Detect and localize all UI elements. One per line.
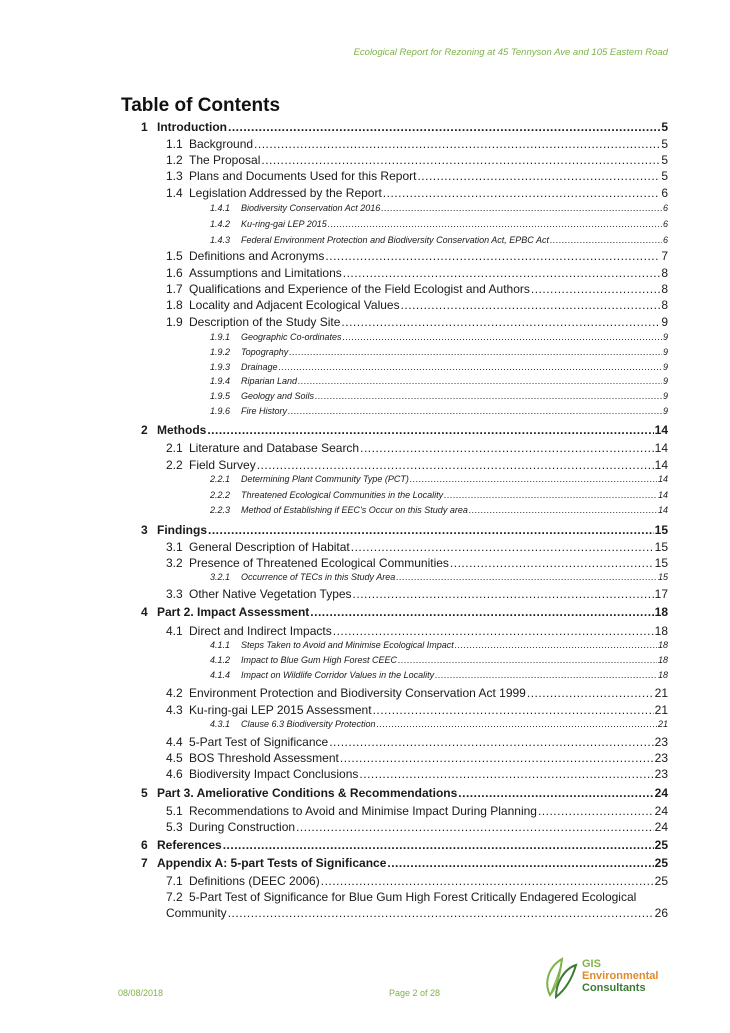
toc-entry[interactable] <box>166 624 668 638</box>
toc-entry-number: 1.9.2 <box>210 347 231 357</box>
toc-entry-number: 1.9.1 <box>210 332 231 342</box>
toc-entry-title: Definitions (DEEC 2006) <box>189 874 320 888</box>
toc-entry[interactable] <box>210 719 668 729</box>
toc-entry-number: 1.1 <box>166 137 183 151</box>
toc-entry-title: Ku-ring-gai LEP 2015 <box>241 219 327 229</box>
toc-dot-leader <box>531 282 660 296</box>
toc-entry-number: 1.9.6 <box>210 406 231 416</box>
toc-entry-title: Threatened Ecological Communities in the Locality <box>241 490 444 500</box>
toc-entry[interactable] <box>166 315 668 329</box>
toc-entry-page: 6 <box>662 219 668 229</box>
toc-entry-title: Findings <box>157 523 207 537</box>
toc-entry-page: 15 <box>654 556 668 570</box>
toc-entry-number: 3.3 <box>166 587 183 601</box>
toc-entry-number: 2.1 <box>166 441 183 455</box>
toc-entry-number: 4.3.1 <box>210 719 231 729</box>
logo-line-gis: GIS <box>582 958 601 970</box>
toc-entry[interactable] <box>166 266 668 280</box>
toc-entry-number: 7.2 <box>166 890 183 904</box>
toc-entry-title: Other Native Vegetation Types <box>189 587 352 601</box>
toc-dot-leader <box>341 315 660 329</box>
toc-entry-number: 2.2.3 <box>210 505 231 515</box>
toc-dot-leader <box>381 203 662 213</box>
toc-entry[interactable] <box>166 804 668 818</box>
toc-entry-page: 18 <box>657 655 668 665</box>
toc-entry[interactable] <box>210 474 668 484</box>
toc-dot-leader <box>359 767 653 781</box>
toc-entry-number: 4.5 <box>166 751 183 765</box>
toc-entry-number: 1.9.4 <box>210 376 231 386</box>
toc-dot-leader <box>328 219 662 229</box>
page-title: Table of Contents <box>121 95 281 116</box>
toc-entry-title: Definitions and Acronyms <box>189 249 325 263</box>
toc-entry-page: 23 <box>654 767 668 781</box>
toc-entry-title: 5-Part Test of Significance for Blue Gum High Forest Critically Endagered Ecological <box>189 890 637 904</box>
toc-dot-leader <box>538 804 654 818</box>
toc-entry-page: 6 <box>662 203 668 213</box>
toc-entry-title: Determining Plant Community Type (PCT) <box>241 474 409 484</box>
toc-entry-number: 4.1.2 <box>210 655 231 665</box>
toc-entry-title: During Construction <box>189 820 296 834</box>
toc-entry[interactable] <box>166 298 668 312</box>
toc-entry-number: 5.3 <box>166 820 183 834</box>
toc-dot-leader <box>333 624 654 638</box>
toc-entry-title: Methods <box>157 423 207 437</box>
toc-entry-title: Introduction <box>157 120 227 134</box>
toc-entry-page: 18 <box>654 605 668 619</box>
toc-entry[interactable] <box>166 703 668 717</box>
toc-dot-leader <box>343 332 662 342</box>
toc-dot-leader <box>383 186 661 200</box>
toc-entry[interactable] <box>166 587 668 601</box>
toc-entry-page: 23 <box>654 735 668 749</box>
toc-dot-leader <box>228 120 660 134</box>
toc-dot-leader <box>351 540 654 554</box>
toc-entry-title: Geology and Soils <box>241 391 315 401</box>
toc-dot-leader <box>343 266 661 280</box>
toc-entry[interactable] <box>210 406 668 416</box>
toc-entry-page: 21 <box>657 719 668 729</box>
toc-entry-number: 5.1 <box>166 804 183 818</box>
toc-dot-leader <box>329 735 653 749</box>
toc-dot-leader <box>455 640 657 650</box>
toc-entry-title: Occurrence of TECs in this Study Area <box>241 572 396 582</box>
toc-dot-leader <box>410 474 657 484</box>
toc-entry-page: 8 <box>661 282 668 296</box>
toc-entry-page: 5 <box>661 120 668 134</box>
toc-dot-leader <box>296 820 654 834</box>
toc-entry[interactable] <box>210 391 668 401</box>
toc-entry-number: 7 <box>141 856 148 870</box>
toc-entry-title: Biodiversity Conservation Act 2016 <box>241 203 381 213</box>
toc-entry-title: Description of the Study Site <box>189 315 341 329</box>
toc-entry[interactable] <box>166 153 668 167</box>
toc-entry-title: Locality and Adjacent Ecological Values <box>189 298 400 312</box>
toc-dot-leader <box>458 786 653 800</box>
toc-entry-number: 1.3 <box>166 169 183 183</box>
toc-entry-page: 5 <box>661 169 668 183</box>
toc-entry-number: 4.2 <box>166 686 183 700</box>
toc-entry-page: 9 <box>662 391 668 401</box>
toc-entry[interactable] <box>166 441 668 455</box>
toc-entry[interactable] <box>166 556 668 570</box>
toc-entry[interactable] <box>166 137 668 151</box>
toc-entry[interactable] <box>141 423 668 437</box>
toc-entry-number: 3.1 <box>166 540 183 554</box>
toc-entry-number: 4 <box>141 605 148 619</box>
toc-entry-number: 1.9.3 <box>210 362 231 372</box>
toc-entry-page: 15 <box>657 572 668 582</box>
toc-dot-leader <box>417 169 660 183</box>
toc-entry[interactable] <box>141 120 668 134</box>
toc-dot-leader <box>254 137 660 151</box>
toc-entry-title: BOS Threshold Assessment <box>189 751 339 765</box>
toc-entry-page: 14 <box>657 474 668 484</box>
toc-entry-title: Part 3. Ameliorative Conditions & Recommendations <box>157 786 458 800</box>
toc-dot-leader <box>298 376 662 386</box>
toc-dot-leader <box>550 235 662 245</box>
toc-entry-number: 2.2 <box>166 458 183 472</box>
toc-entry-number: 1.6 <box>166 266 183 280</box>
toc-entry-title: Drainage <box>241 362 278 372</box>
toc-entry-page: 18 <box>657 640 668 650</box>
toc-entry-title: Biodiversity Impact Conclusions <box>189 767 359 781</box>
toc-dot-leader <box>207 423 653 437</box>
toc-entry-page: 7 <box>661 249 668 263</box>
toc-entry-number: 1 <box>141 120 148 134</box>
toc-entry-title: Environment Protection and Biodiversity Conservation Act 1999 <box>189 686 526 700</box>
toc-dot-leader <box>401 298 661 312</box>
toc-entry-title: Plans and Documents Used for this Report <box>189 169 417 183</box>
toc-entry-page: 14 <box>657 505 668 515</box>
toc-entry-number: 1.4.1 <box>210 203 231 213</box>
toc-entry-number: 3.2.1 <box>210 572 231 582</box>
toc-entry-number: 1.2 <box>166 153 183 167</box>
toc-entry-number: 1.8 <box>166 298 183 312</box>
toc-entry-title: General Description of Habitat <box>189 540 350 554</box>
toc-entry[interactable] <box>210 640 668 650</box>
footer-page-number: Page 2 of 28 <box>389 988 441 998</box>
toc-entry[interactable] <box>210 670 668 680</box>
toc-entry-number: 1.4.3 <box>210 235 231 245</box>
toc-dot-leader <box>398 655 657 665</box>
toc-dot-leader <box>257 458 654 472</box>
toc-entry-page: 25 <box>654 856 668 870</box>
toc-entry-title: Recommendations to Avoid and Minimise Impact During Planning <box>189 804 537 818</box>
toc-dot-leader <box>377 719 657 729</box>
toc-entry-title: Qualifications and Experience of the Field Ecologist and Authors <box>189 282 530 296</box>
toc-entry-title: Riparian Land <box>241 376 298 386</box>
toc-entry-title: Steps Taken to Avoid and Minimise Ecological Impact <box>241 640 454 650</box>
toc-dot-leader <box>279 362 662 372</box>
toc-entry[interactable] <box>166 282 668 296</box>
toc-entry-page: 26 <box>654 906 668 920</box>
toc-entry[interactable] <box>210 347 668 357</box>
toc-entry-number: 2.2.1 <box>210 474 231 484</box>
toc-entry-number: 4.4 <box>166 735 183 749</box>
toc-entry-number: 4.1 <box>166 624 183 638</box>
toc-entry-number: 1.4.2 <box>210 219 231 229</box>
toc-entry[interactable] <box>166 169 668 183</box>
toc-entry-page: 9 <box>662 362 668 372</box>
toc-dot-leader <box>228 906 654 920</box>
toc-dot-leader <box>289 347 662 357</box>
toc-entry[interactable] <box>210 505 668 515</box>
toc-entry-number: 4.1.1 <box>210 640 231 650</box>
toc-entry-page: 6 <box>662 235 668 245</box>
toc-entry-number: 1.7 <box>166 282 183 296</box>
toc-entry-number: 1.5 <box>166 249 183 263</box>
toc-entry-page: 5 <box>661 153 668 167</box>
toc-entry-title: Background <box>189 137 254 151</box>
toc-entry[interactable] <box>166 767 668 781</box>
toc-entry[interactable] <box>210 572 668 582</box>
toc-dot-leader <box>340 751 654 765</box>
toc-entry[interactable] <box>166 540 668 554</box>
toc-entry-title: Method of Establishing if EEC's Occur on this Study area <box>241 505 468 515</box>
toc-dot-leader <box>450 556 654 570</box>
toc-dot-leader <box>223 838 654 852</box>
toc-entry-page: 14 <box>654 458 668 472</box>
toc-dot-leader <box>208 523 654 537</box>
toc-entry[interactable] <box>166 186 668 200</box>
toc-entry-number: 3 <box>141 523 148 537</box>
toc-entry-title: The Proposal <box>189 153 261 167</box>
toc-entry[interactable] <box>166 874 668 888</box>
toc-entry-page: 6 <box>661 186 668 200</box>
toc-entry-page: 14 <box>654 423 668 437</box>
toc-entry-page: 25 <box>654 874 668 888</box>
toc-entry-page: 14 <box>654 441 668 455</box>
toc-entry-title: Geographic Co-ordinates <box>241 332 342 342</box>
toc-dot-leader <box>310 605 653 619</box>
toc-entry-number: 3.2 <box>166 556 183 570</box>
toc-entry-title: Assumptions and Limitations <box>189 266 342 280</box>
toc-entry-title: Appendix A: 5-part Tests of Significance <box>157 856 387 870</box>
toc-dot-leader <box>373 703 654 717</box>
toc-entry[interactable] <box>166 751 668 765</box>
toc-entry[interactable] <box>210 332 668 342</box>
leaf-icon <box>540 955 580 1000</box>
toc-entry-number: 1.9.5 <box>210 391 231 401</box>
toc-entry-title: Part 2. Impact Assessment <box>157 605 310 619</box>
footer-date: 08/08/2018 <box>118 988 164 998</box>
toc-entry-page: 24 <box>654 820 668 834</box>
toc-dot-leader <box>387 856 653 870</box>
toc-entry-page: 9 <box>662 332 668 342</box>
toc-entry-page: 17 <box>654 587 668 601</box>
toc-entry-number: 2 <box>141 423 148 437</box>
logo-line-consultants: Consultants <box>582 982 646 994</box>
toc-entry[interactable] <box>210 362 668 372</box>
running-header: Ecological Report for Rezoning at 45 Tennyson Ave and 105 Eastern Road <box>353 47 668 58</box>
toc-entry-title: Impact to Blue Gum High Forest CEEC <box>241 655 398 665</box>
toc-entry-title: 5-Part Test of Significance <box>189 735 329 749</box>
toc-entry-page: 14 <box>657 490 668 500</box>
toc-entry-title: Federal Environment Protection and Biodiversity Conservation Act, EPBC Act <box>241 235 549 245</box>
toc-entry-title: Fire History <box>241 406 288 416</box>
toc-dot-leader <box>315 391 662 401</box>
toc-entry[interactable] <box>166 458 668 472</box>
toc-entry-number: 1.4 <box>166 186 183 200</box>
toc-entry-page: 9 <box>661 315 668 329</box>
toc-entry-title: Topography <box>241 347 289 357</box>
toc-dot-leader <box>396 572 657 582</box>
toc-entry-number: 5 <box>141 786 148 800</box>
toc-entry-page: 9 <box>662 347 668 357</box>
toc-entry[interactable] <box>166 735 668 749</box>
toc-entry-page: 18 <box>657 670 668 680</box>
toc-entry[interactable] <box>210 219 668 229</box>
toc-entry-number: 4.6 <box>166 767 183 781</box>
toc-entry-page: 9 <box>662 376 668 386</box>
toc-entry-page: 25 <box>654 838 668 852</box>
toc-entry[interactable] <box>166 249 668 263</box>
toc-entry[interactable] <box>210 655 668 665</box>
toc-entry-number: 4.3 <box>166 703 183 717</box>
toc-entry-page: 8 <box>661 298 668 312</box>
toc-entry-title: Impact on Wildlife Corridor Values in the Locality <box>241 670 435 680</box>
toc-entry[interactable] <box>166 820 668 834</box>
toc-dot-leader <box>360 441 654 455</box>
toc-dot-leader <box>325 249 660 263</box>
toc-dot-leader <box>288 406 662 416</box>
toc-entry-title: Ku-ring-gai LEP 2015 Assessment <box>189 703 372 717</box>
toc-entry-page: 9 <box>662 406 668 416</box>
toc-entry-page: 21 <box>654 686 668 700</box>
toc-entry-number: 2.2.2 <box>210 490 231 500</box>
toc-entry[interactable] <box>166 686 668 700</box>
toc-entry-title: References <box>157 838 222 852</box>
toc-dot-leader <box>527 686 654 700</box>
toc-entry-title: Legislation Addressed by the Report <box>189 186 382 200</box>
toc-entry[interactable] <box>141 838 668 852</box>
toc-entry-number: 7.1 <box>166 874 183 888</box>
toc-entry-page: 18 <box>654 624 668 638</box>
toc-dot-leader <box>353 587 654 601</box>
toc-entry-wrapped-line2[interactable] <box>166 906 668 920</box>
toc-entry[interactable] <box>141 856 668 870</box>
toc-entry[interactable] <box>141 523 668 537</box>
toc-dot-leader <box>469 505 657 515</box>
company-logo <box>540 955 670 1000</box>
toc-entry-title: Field Survey <box>189 458 256 472</box>
toc-entry-title: Presence of Threatened Ecological Communities <box>189 556 449 570</box>
toc-entry[interactable] <box>141 786 668 800</box>
logo-line-environmental: Environmental <box>582 970 659 982</box>
toc-entry[interactable] <box>141 605 668 619</box>
toc-entry-title-continued: Community <box>166 906 227 920</box>
toc-entry[interactable] <box>210 203 668 213</box>
toc-entry-page: 15 <box>654 540 668 554</box>
toc-entry-number: 6 <box>141 838 148 852</box>
toc-entry-page: 24 <box>654 786 668 800</box>
toc-entry-number: 1.9 <box>166 315 183 329</box>
toc-entry-page: 5 <box>661 137 668 151</box>
toc-entry[interactable] <box>210 490 668 500</box>
toc-dot-leader <box>321 874 654 888</box>
toc-entry-page: 23 <box>654 751 668 765</box>
toc-entry-page: 24 <box>654 804 668 818</box>
toc-entry[interactable] <box>210 376 668 386</box>
toc-entry-page: 21 <box>654 703 668 717</box>
toc-entry[interactable] <box>210 235 668 245</box>
toc-entry-number: 4.1.4 <box>210 670 231 680</box>
toc-entry-title: Direct and Indirect Impacts <box>189 624 332 638</box>
toc-entry-page: 15 <box>654 523 668 537</box>
toc-entry-title: Clause 6.3 Biodiversity Protection <box>241 719 376 729</box>
toc-entry-page: 8 <box>661 266 668 280</box>
toc-dot-leader <box>435 670 657 680</box>
toc-dot-leader <box>261 153 660 167</box>
toc-dot-leader <box>444 490 657 500</box>
toc-entry-title: Literature and Database Search <box>189 441 360 455</box>
toc-entry-wrapped-line1[interactable] <box>166 890 636 904</box>
